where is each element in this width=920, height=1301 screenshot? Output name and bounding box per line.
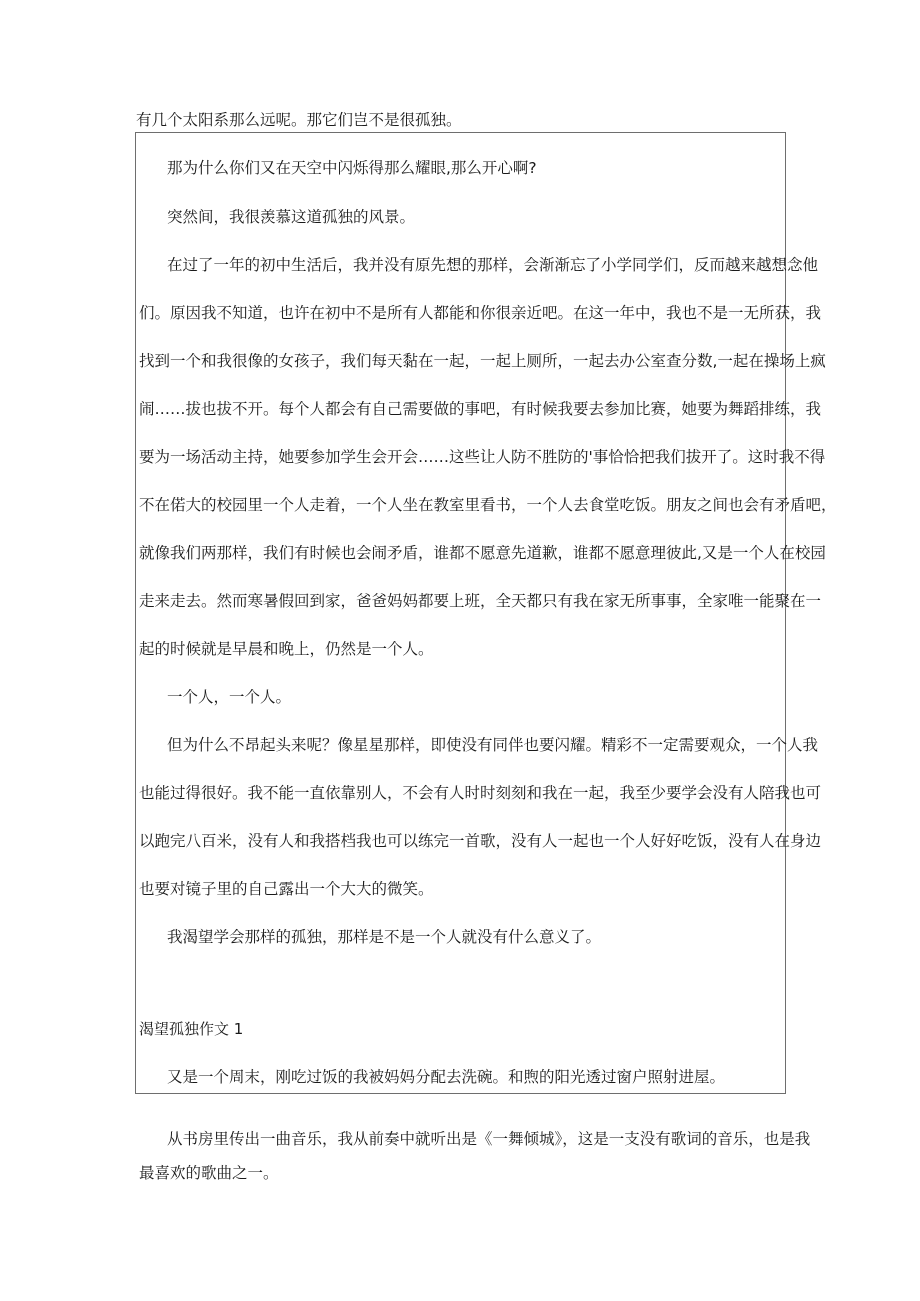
tail-line-1: 从书房里传出一曲音乐，我从前奏中就听出是《一舞倾城》，这是一支没有歌词的音乐，也是我	[167, 1130, 811, 1148]
paragraph-7: 又是一个周末，刚吃过饭的我被妈妈分配去洗碗。和煦的阳光透过窗户照射进屋。	[167, 1068, 726, 1086]
paragraph-5-line-1: 但为什么不昂起头来呢？像星星那样，即使没有同伴也要闪耀。精彩不一定需要观众，一个人我	[167, 736, 819, 754]
paragraph-4: 一个人，一个人。	[167, 688, 292, 706]
tail-line-2: 最喜欢的歌曲之一。	[139, 1164, 279, 1182]
paragraph-3-line-9: 起的时候就是早晨和晚上，仍然是一个人。	[139, 640, 434, 658]
paragraph-3-line-5: 要为一场活动主持，她要参加学生会开会……这些让人防不胜防的'事恰恰把我们拔开了。这时我不得	[139, 448, 826, 466]
paragraph-3-line-6: 不在偌大的校园里一个人走着，一个人坐在教室里看书，一个人去食堂吃饭。朋友之间也会有矛盾吧，	[139, 496, 837, 514]
paragraph-5-line-3: 以跑完八百米，没有人和我搭档我也可以练完一首歌，没有人一起也一个人好好吃饭，没有人在身边	[139, 832, 822, 850]
paragraph-5-line-4: 也要对镜子里的自己露出一个大大的微笑。	[139, 880, 434, 898]
essay-box	[135, 132, 786, 1094]
paragraph-3-line-3: 找到一个和我很像的女孩子，我们每天黏在一起，一起上厕所，一起去办公室查分数,一起在操场上疯	[139, 352, 826, 370]
paragraph-3-line-4: 闹……拔也拔不开。每个人都会有自己需要做的事吧，有时候我要去参加比赛，她要为舞蹈排练，我	[139, 400, 822, 418]
paragraph-1: 那为什么你们又在天空中闪烁得那么耀眼,那么开心啊?	[167, 159, 537, 177]
paragraph-6: 我渴望学会那样的孤独，那样是不是一个人就没有什么意义了。	[167, 928, 602, 946]
paragraph-3-line-1: 在过了一年的初中生活后，我并没有原先想的那样，会渐渐忘了小学同学们，反而越来越想念他	[167, 256, 819, 274]
paragraph-5-line-2: 也能过得很好。我不能一直依靠别人，不会有人时时刻刻和我在一起，我至少要学会没有人陪我也可	[139, 784, 822, 802]
essay-title: 渴望孤独作文 1	[139, 1020, 244, 1038]
paragraph-3-line-7: 就像我们两那样，我们有时候也会闹矛盾，谁都不愿意先道歉，谁都不愿意理彼此,又是一个人在校园	[139, 544, 826, 562]
paragraph-3-line-8: 走来走去。然而寒暑假回到家，爸爸妈妈都要上班，全天都只有我在家无所事事，全家唯一能聚在一	[139, 592, 822, 610]
paragraph-3-line-2: 们。原因我不知道，也许在初中不是所有人都能和你很亲近吧。在这一年中，我也不是一无所获，我	[139, 304, 822, 322]
paragraph-2: 突然间，我很羡慕这道孤独的风景。	[167, 208, 416, 226]
lead-line: 有几个太阳系那么远呢。那它们岂不是很孤独。	[136, 111, 462, 129]
